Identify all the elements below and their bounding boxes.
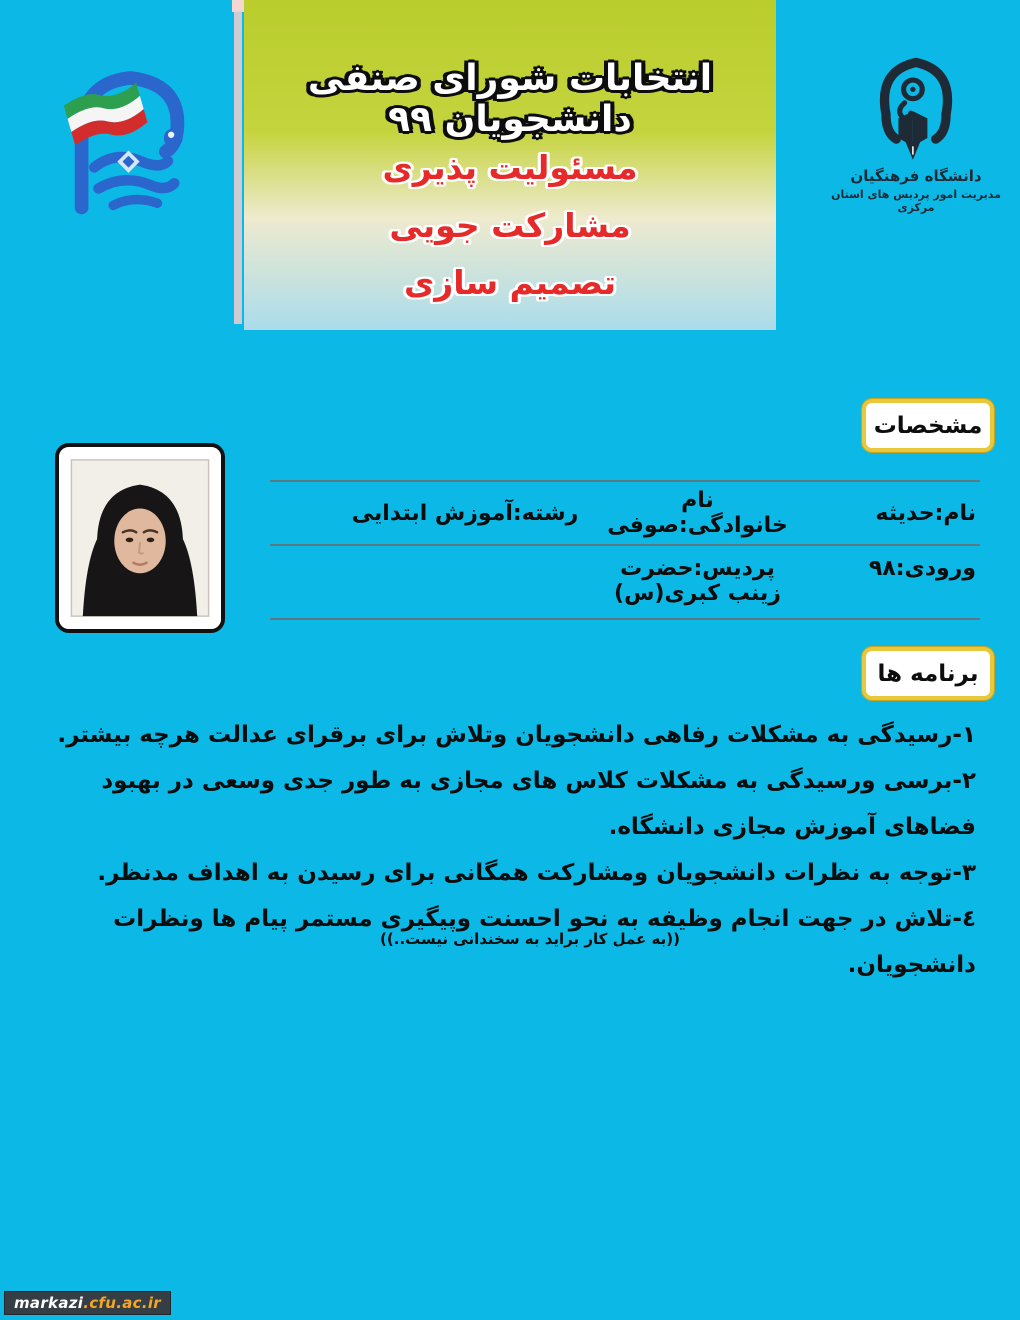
watermark — [4, 1291, 171, 1315]
program-item-2: ۲-برسی ورسیدگی به مشکلات کلاس های مجازی به طور جدی وسعی در بهبود فضاهای آموزش مجازی دانشگاه. — [101, 768, 976, 840]
program-item-4: ٤-تلاش در جهت انجام وظیفه به نحو احسنت وپیگیری مستمر پیام ها ونظرات دانشجویان. — [113, 906, 976, 978]
details-section-label: مشخصات — [862, 399, 994, 452]
field-last-name: نام خانوادگی:صوفی — [607, 488, 788, 538]
slogan-responsibility: مسئولیت پذیری — [382, 148, 638, 187]
slogan-participation: مشارکت جویی — [389, 206, 631, 245]
university-logo — [826, 50, 1006, 220]
program-item-3: ۳-توجه به نظرات دانشجویان ومشارکت همگانی برای رسیدن به اهداف مدنظر. — [97, 860, 976, 886]
programs-section-label: برنامه ها — [862, 647, 994, 700]
table-row — [270, 546, 980, 620]
program-item-1: ۱-رسیدگی به مشکلات رفاهی دانشجویان وتلاش برای برقرای عدالت هرچه بیشتر. — [57, 722, 976, 748]
university-subtitle: مدیریت امور پردیس های استان مرکزی — [831, 188, 1001, 214]
university-logo-icon — [864, 50, 968, 166]
watermark-site: markazi — [14, 1294, 84, 1312]
candidate-photo — [55, 443, 225, 633]
field-major: رشته:آموزش ابتدایی — [351, 500, 579, 526]
field-first-name: نام:حدیثه — [875, 500, 976, 526]
field-entry-year: ورودی:۹۸ — [868, 556, 976, 581]
banner-edge-artifact-strip — [234, 10, 242, 324]
title-banner — [244, 0, 776, 330]
motto-quote: ((به عمل کار براید به سخندانی نیست..)) — [380, 930, 680, 948]
guild-council-logo-icon — [50, 60, 208, 218]
field-campus: پردیس:حضرت زینب کبری(س) — [614, 556, 781, 606]
table-row — [270, 480, 980, 546]
candidate-details-table — [270, 480, 980, 620]
watermark-domain: .cfu.ac.ir — [83, 1294, 161, 1312]
university-name: دانشگاه فرهنگیان — [850, 167, 982, 185]
slogan-decision-making: تصمیم سازی — [404, 263, 616, 302]
poster-title: انتخابات شورای صنفی دانشجویان ۹۹ — [307, 58, 713, 140]
